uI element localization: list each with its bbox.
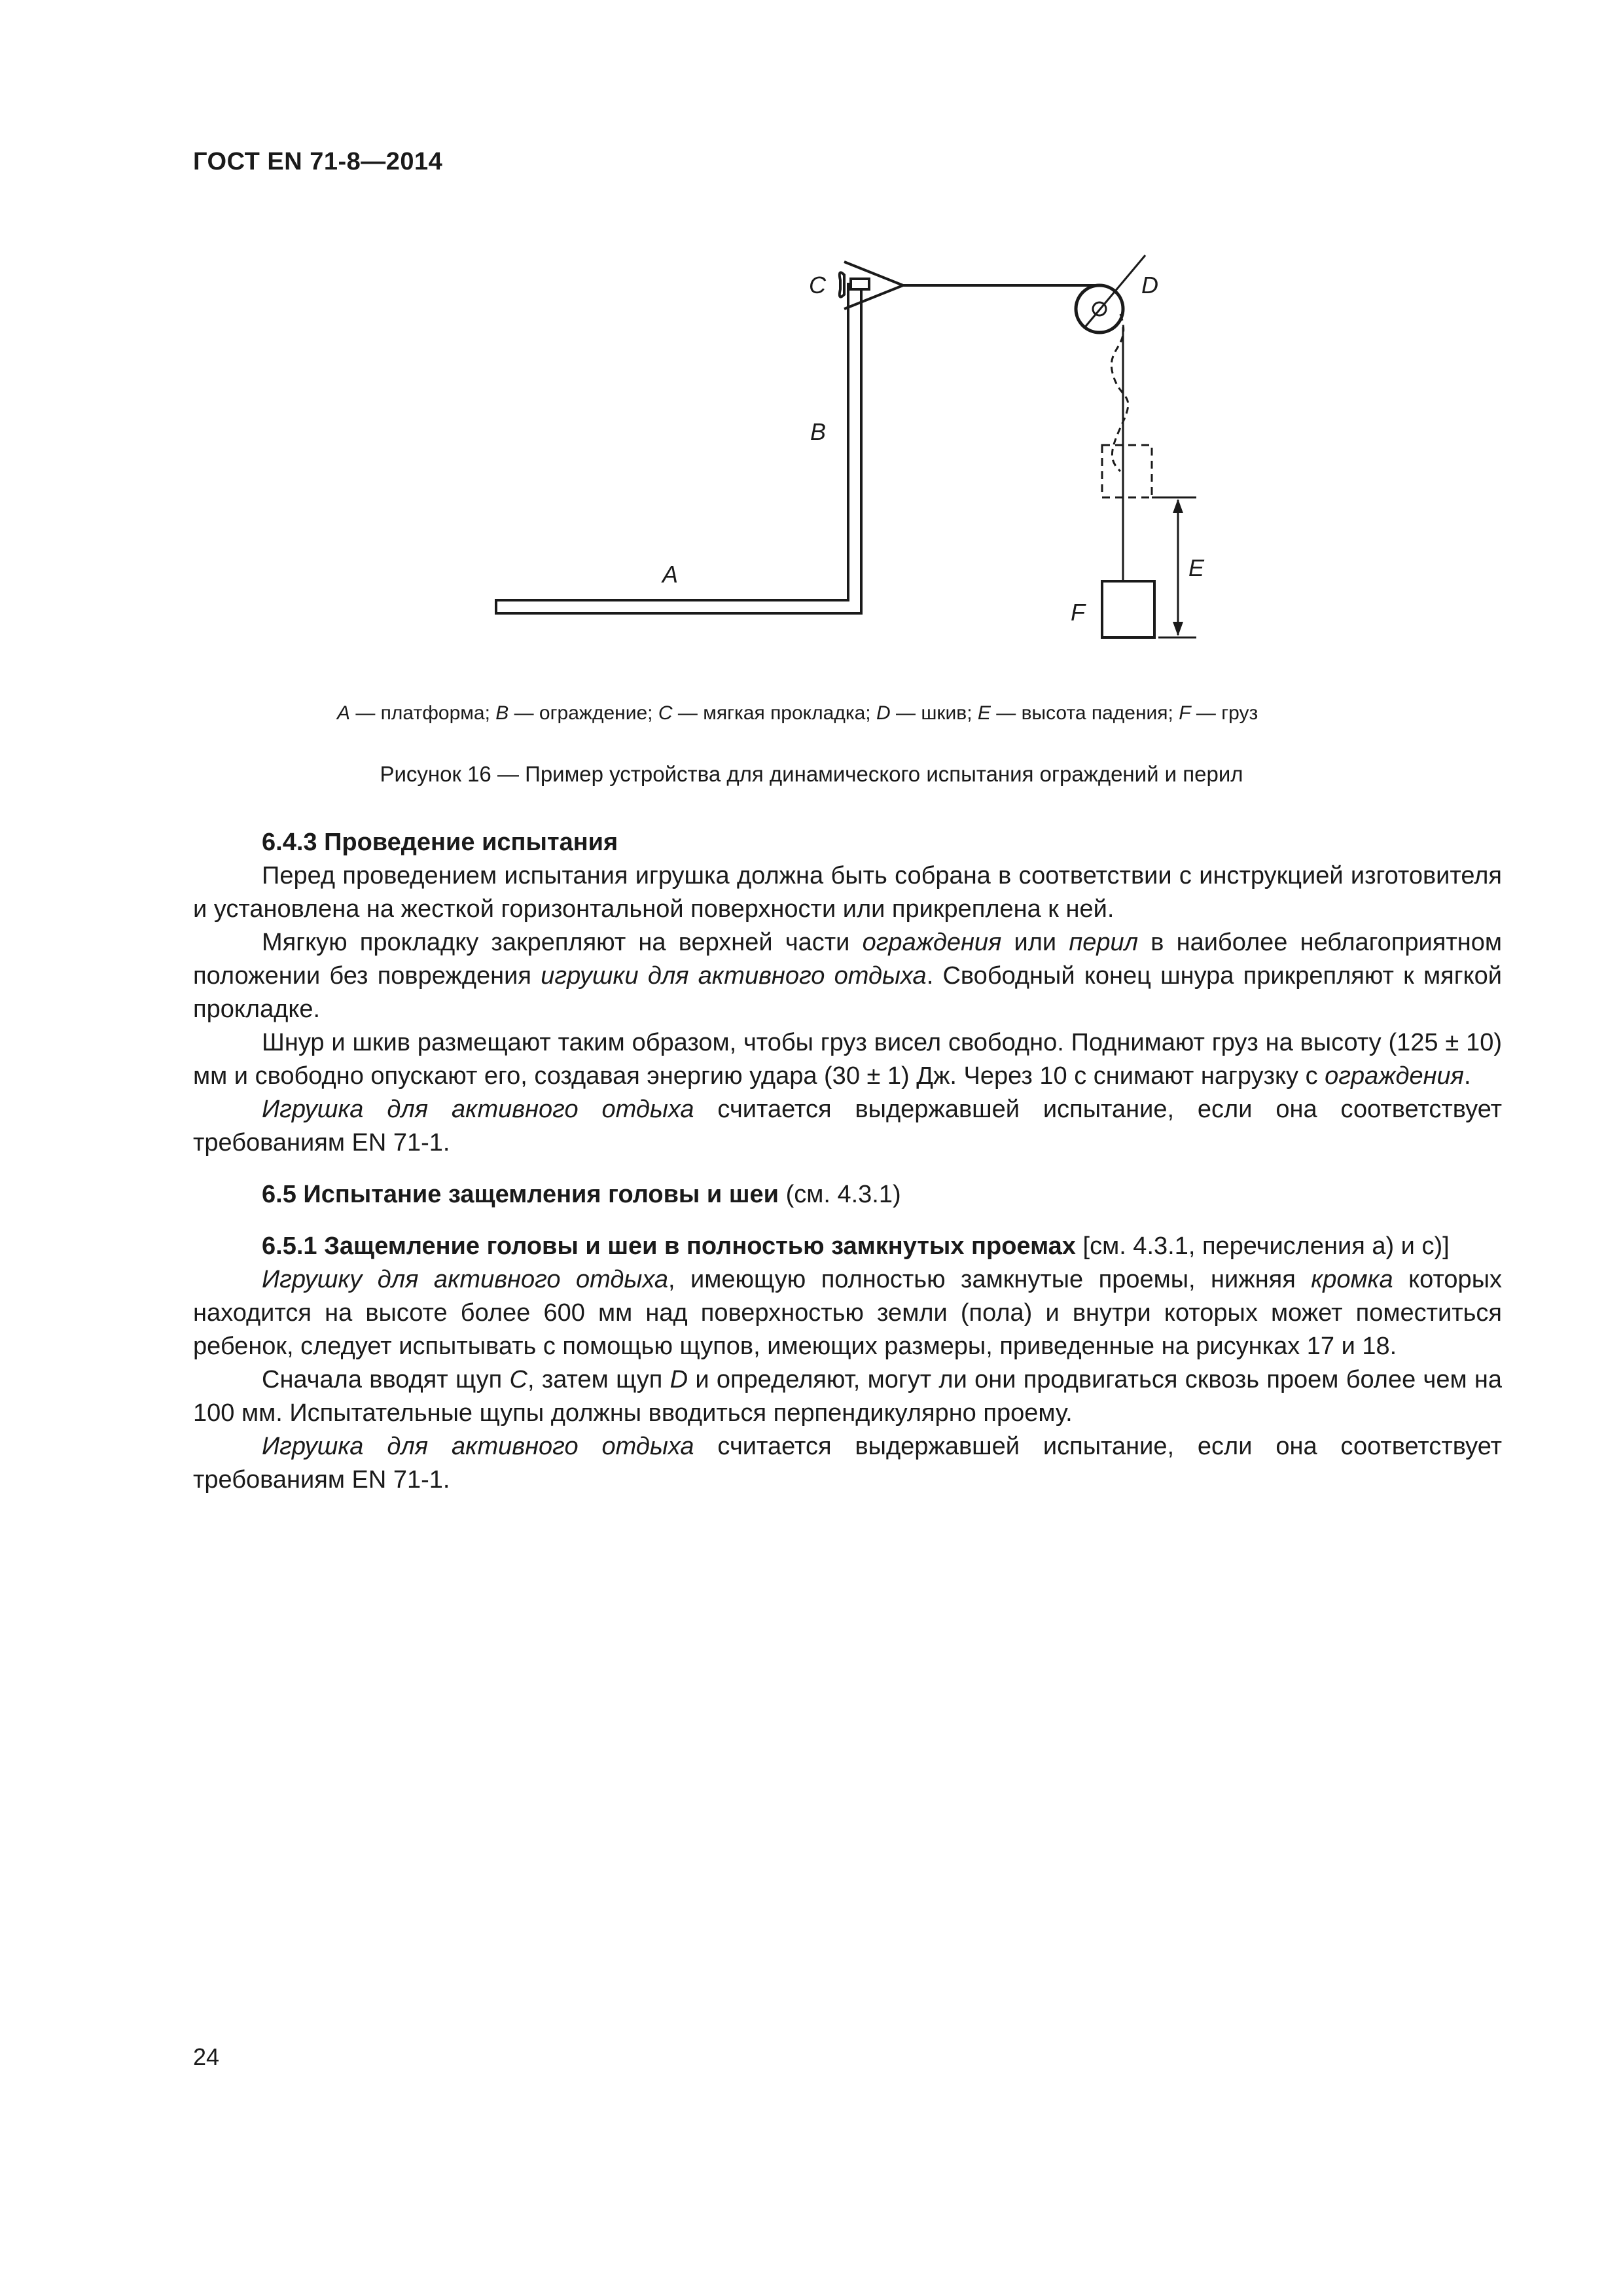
- pulley-axis: [1084, 255, 1145, 329]
- pad-block: [851, 279, 869, 289]
- page-number: 24: [193, 2043, 220, 2070]
- soft-pad-c: [840, 272, 844, 296]
- test-apparatus-diagram: [0, 249, 1623, 668]
- figure-caption: Рисунок 16 — Пример устройства для динамического испытания ограждений и перил: [380, 762, 1243, 786]
- paragraph: Игрушка для активного отдыха считается выдержавшей испытание, если она соответствует требованиям EN 71-1.: [193, 1433, 1502, 1494]
- label-a: A: [662, 561, 679, 588]
- label-b: B: [810, 418, 827, 445]
- paragraph: Мягкую прокладку закрепляют на верхней части ограждения или перил в наиболее неблагоприятном положении без повреждения игрушки для активного отдыха. Свободный конец шнура прикрепляют к мягкой прокладке.: [193, 929, 1502, 1023]
- paragraph: Шнур и шкив размещают таким образом, чтобы груз висел свободно. Поднимают груз на высоту (125 ± 10) мм и свободно опускают его, создавая энергию удара (30 ± 1) Дж. Через 10 с снимают нагрузку с ограждения.: [193, 1029, 1502, 1090]
- section-6-5-1-title: 6.5.1 Защемление головы и шеи в полностью замкнутых проемах [см. 4.3.1, перечисления а) и с)]: [262, 1232, 1450, 1260]
- label-c: C: [809, 272, 826, 298]
- figure-16: [0, 249, 1623, 668]
- weight-f: [1102, 581, 1154, 637]
- standard-code: ГОСТ EN 71-8—2014: [193, 148, 443, 175]
- body-text: [193, 826, 1502, 1497]
- paragraph: Сначала вводят щуп C, затем щуп D и определяют, могут ли они продвигаться сквозь проем более чем на 100 мм. Испытательные щупы должны вводиться перпендикулярно проему.: [193, 1366, 1502, 1427]
- label-e: E: [1188, 554, 1205, 581]
- section-6-4-3-title: 6.4.3 Проведение испытания: [262, 829, 618, 856]
- section-6-5-title: 6.5 Испытание защемления головы и шеи (см. 4.3.1): [262, 1181, 901, 1208]
- figure-legend: A — платформа; B — ограждение; C — мягкая прокладка; D — шкив; E — высота падения; F — груз: [337, 702, 1258, 724]
- platform-a: [496, 284, 861, 613]
- cord-slack: [1111, 314, 1128, 471]
- paragraph: Игрушку для активного отдыха, имеющую полностью замкнутые проемы, нижняя кромка которых находится на высоте более 600 мм над поверхностью земли (пола) и внутри которых может поместиться ребенок, следует испытывать с помощью щупов, имеющих размеры, приведенные на рисунках 17 и 18.: [193, 1266, 1503, 1360]
- paragraph: Перед проведением испытания игрушка должна быть собрана в соответствии с инструкцией изготовителя и установлена на жесткой горизонтальной поверхности или прикреплена к ней.: [193, 862, 1502, 923]
- paragraph: Игрушка для активного отдыха считается выдержавшей испытание, если она соответствует требованиям EN 71-1.: [193, 1096, 1502, 1157]
- label-d: D: [1141, 272, 1158, 298]
- label-f: F: [1071, 599, 1085, 626]
- weight-raised-position: [1102, 445, 1152, 497]
